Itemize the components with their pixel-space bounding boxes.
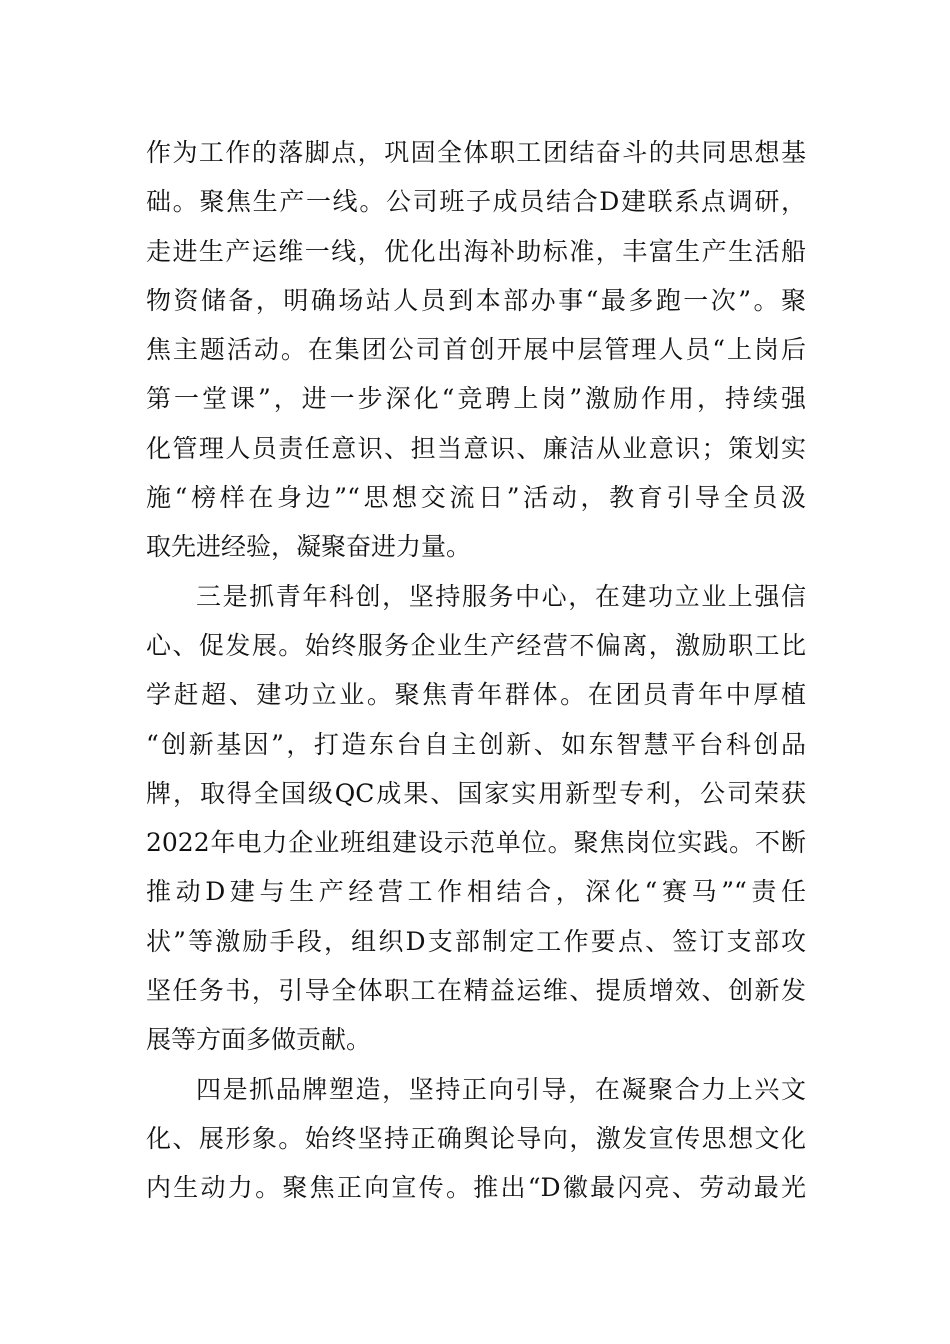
text-line: “创新基因”，打造东台自主创新、如东智慧平台科创品 <box>146 729 806 759</box>
text-line: 作为工作的落脚点，巩固全体职工团结奋斗的共同思想基 <box>146 138 806 167</box>
text-line: 焦主题活动。在集团公司首创开展中层管理人员“上岗后 <box>146 335 806 365</box>
document-body <box>146 128 806 1213</box>
text-line: 三是抓青年科创，坚持服务中心，在建功立业上强信 <box>196 581 806 611</box>
text-line: 化、展形象。始终坚持正确舆论导向，激发宣传思想文化 <box>146 1123 806 1153</box>
text-line: 取先进经验，凝聚奋进力量。 <box>146 532 472 562</box>
text-line: 2022年电力企业班组建设示范单位。聚焦岗位实践。不断 <box>146 828 806 858</box>
text-line: 物资储备，明确场站人员到本部办事“最多跑一次”。聚 <box>146 285 806 315</box>
text-line: 学赶超、建功立业。聚焦青年群体。在团员青年中厚植 <box>146 680 806 710</box>
text-line: 第一堂课”，进一步深化“竞聘上岗”激励作用，持续强 <box>146 384 806 414</box>
text-line: 状”等激励手段，组织D支部制定工作要点、签订支部攻 <box>146 926 806 956</box>
text-line: 走进生产运维一线，优化出海补助标准，丰富生产生活船 <box>146 236 806 266</box>
text-line: 础。聚焦生产一线。公司班子成员结合D建联系点调研， <box>146 187 806 217</box>
text-line: 心、促发展。始终服务企业生产经营不偏离，激励职工比 <box>146 630 806 660</box>
text-line: 坚任务书，引导全体职工在精益运维、提质增效、创新发 <box>146 976 806 1006</box>
text-line: 四是抓品牌塑造，坚持正向引导，在凝聚合力上兴文 <box>196 1074 806 1104</box>
text-line: 展等方面多做贡献。 <box>146 1025 372 1055</box>
text-line: 牌，取得全国级QC成果、国家实用新型专利，公司荣获 <box>146 778 806 808</box>
text-line: 内生动力。聚焦正向宣传。推出“D徽最闪亮、劳动最光 <box>146 1173 806 1203</box>
text-line: 化管理人员责任意识、担当意识、廉洁从业意识；策划实 <box>146 433 806 463</box>
text-line: 推动D建与生产经营工作相结合，深化“赛马”“责任 <box>146 877 806 907</box>
text-line: 施“榜样在身边”“思想交流日”活动，教育引导全员汲 <box>146 483 806 513</box>
